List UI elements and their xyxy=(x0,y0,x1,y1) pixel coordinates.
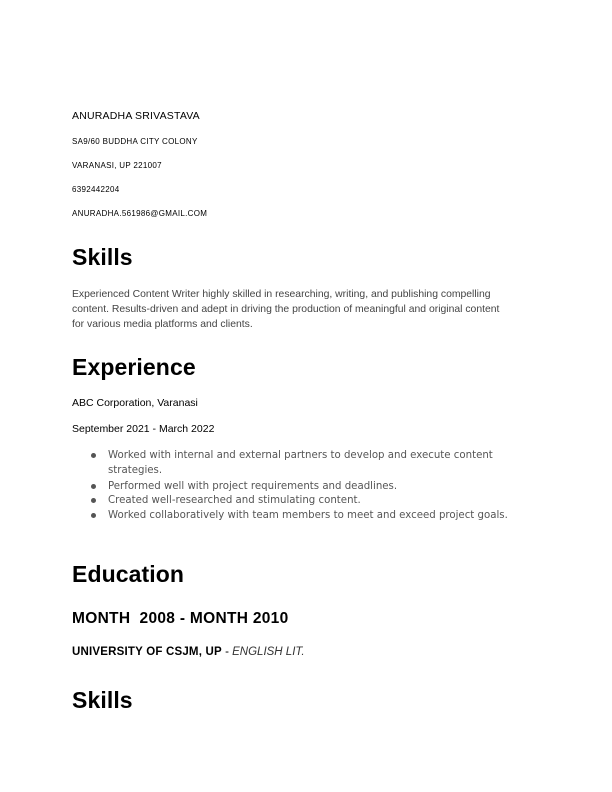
bullet-text: Worked with internal and external partners to develop and execute content strategies. xyxy=(108,450,493,476)
summary-line: Experienced Content Writer highly skilled in researching, writing, and publishing compelling xyxy=(72,289,491,300)
bullet-text: Worked collaboratively with team members to meet and exceed project goals. xyxy=(108,510,508,521)
experience-heading: Experience xyxy=(72,354,196,380)
address-line-1: SA9/60 BUDDHA CITY COLONY xyxy=(72,137,198,146)
skills-summary xyxy=(72,287,532,332)
summary-line: content. Results-driven and adept in driving the production of meaningful and original content xyxy=(72,304,500,315)
list-item xyxy=(108,493,538,508)
education-dates: MONTH 2008 - MONTH 2010 xyxy=(72,610,289,627)
bullet-icon xyxy=(91,453,96,458)
phone-number: 6392442204 xyxy=(72,185,120,194)
address-line-2: VARANASI, UP 221007 xyxy=(72,161,162,170)
bullet-icon xyxy=(91,513,96,518)
list-item xyxy=(108,479,538,494)
education-entry xyxy=(72,646,305,658)
company-name: ABC Corporation, Varanasi xyxy=(72,397,198,409)
degree-name: ENGLISH LIT. xyxy=(232,646,305,658)
email-address: ANURADHA.561986@GMAIL.COM xyxy=(72,209,208,218)
bullet-text: Performed well with project requirements and deadlines. xyxy=(108,481,398,492)
summary-line: for various media platforms and clients. xyxy=(72,319,253,330)
employment-dates: September 2021 - March 2022 xyxy=(72,423,215,435)
education-heading: Education xyxy=(72,561,185,587)
bullet-icon xyxy=(91,498,96,503)
separator: - xyxy=(221,646,233,658)
school-name: UNIVERSITY OF CSJM, UP xyxy=(72,646,222,658)
bullet-icon xyxy=(91,484,96,489)
candidate-name: ANURADHA SRIVASTAVA xyxy=(72,110,200,122)
list-item xyxy=(108,448,538,478)
bullet-text: Created well-researched and stimulating content. xyxy=(108,495,361,506)
skills-heading-2: Skills xyxy=(72,687,133,713)
list-item xyxy=(108,508,538,523)
skills-heading: Skills xyxy=(72,244,133,270)
